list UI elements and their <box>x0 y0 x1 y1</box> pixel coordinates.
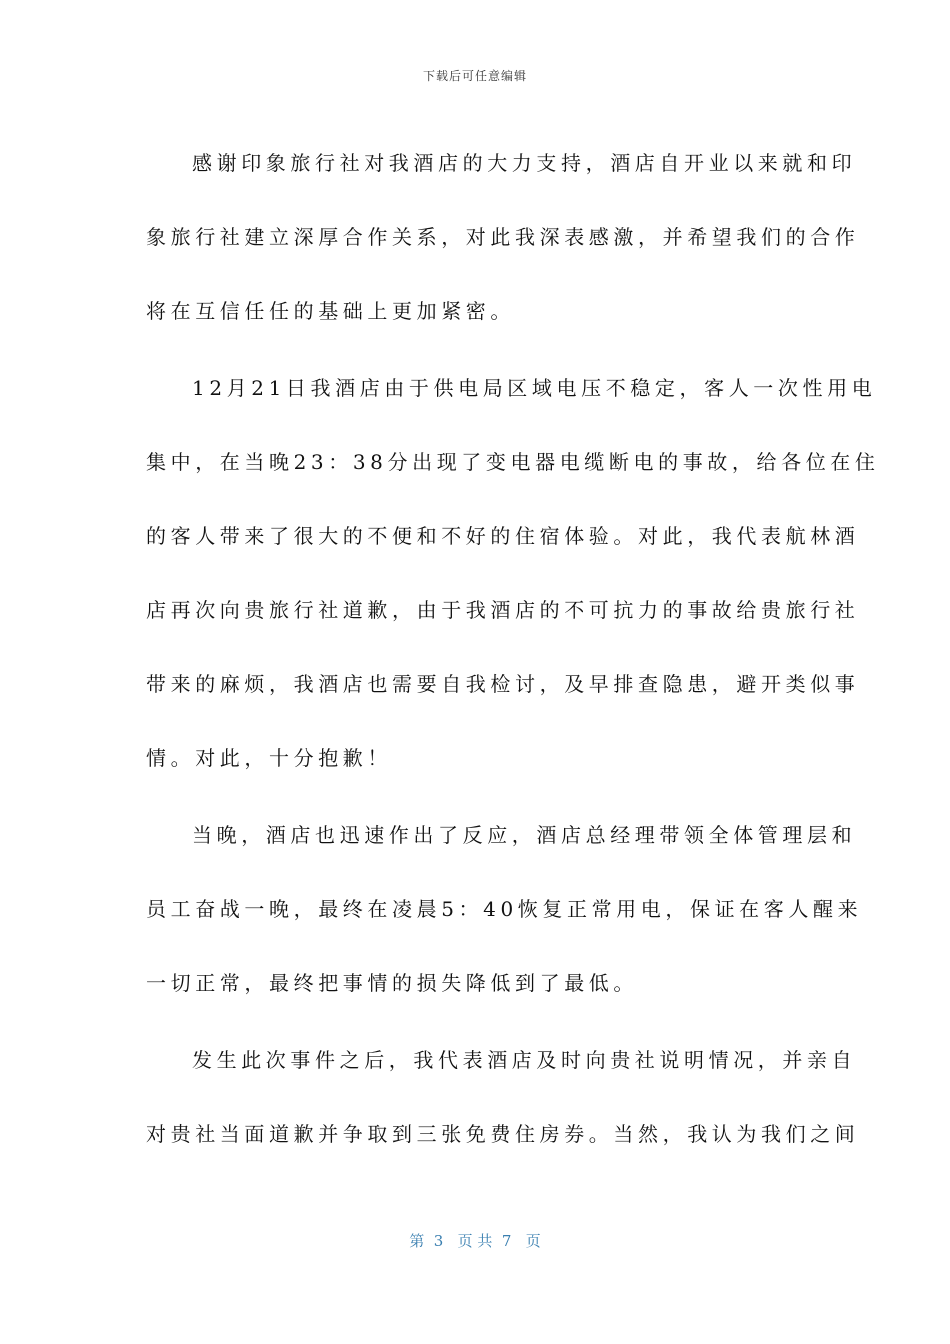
text-line: 12月21日我酒店由于供电局区域电压不稳定，客人一次性用电 <box>192 376 877 400</box>
text-line: 象旅行社建立深厚合作关系，对此我深表感激，并希望我们的合作 <box>146 225 860 249</box>
text-line: 情。对此，十分抱歉！ <box>146 746 392 770</box>
text-line: 一切正常，最终把事情的损失降低到了最低。 <box>146 971 638 995</box>
page-number-footer: 第 3 页 共 7 页 <box>409 1232 541 1250</box>
text-line: 当晚，酒店也迅速作出了反应，酒店总经理带领全体管理层和 <box>192 823 857 847</box>
text-line: 带来的麻烦，我酒店也需要自我检讨，及早排查隐患，避开类似事 <box>146 672 860 696</box>
page-header-note: 下载后可任意编辑 <box>422 69 527 83</box>
paragraph-followup <box>146 1023 860 1171</box>
text-line: 感谢印象旅行社对我酒店的大力支持，酒店自开业以来就和印 <box>192 151 857 175</box>
paragraph-thanks <box>146 126 860 348</box>
text-line: 发生此次事件之后，我代表酒店及时向贵社说明情况，并亲自 <box>192 1048 857 1072</box>
text-line: 对贵社当面道歉并争取到三张免费住房券。当然，我认为我们之间 <box>146 1122 860 1146</box>
text-line: 将在互信任任的基础上更加紧密。 <box>146 299 515 323</box>
text-line: 员工奋战一晚，最终在凌晨5：40恢复正常用电，保证在客人醒来 <box>146 897 863 921</box>
paragraph-incident <box>146 351 880 795</box>
paragraph-response <box>146 798 863 1020</box>
text-line: 店再次向贵旅行社道歉，由于我酒店的不可抗力的事故给贵旅行社 <box>146 598 860 622</box>
text-line: 集中，在当晚23：38分出现了变电器电缆断电的事故，给各位在住 <box>146 450 880 474</box>
document-body <box>146 126 880 1174</box>
text-line: 的客人带来了很大的不便和不好的住宿体验。对此，我代表航林酒 <box>146 524 860 548</box>
